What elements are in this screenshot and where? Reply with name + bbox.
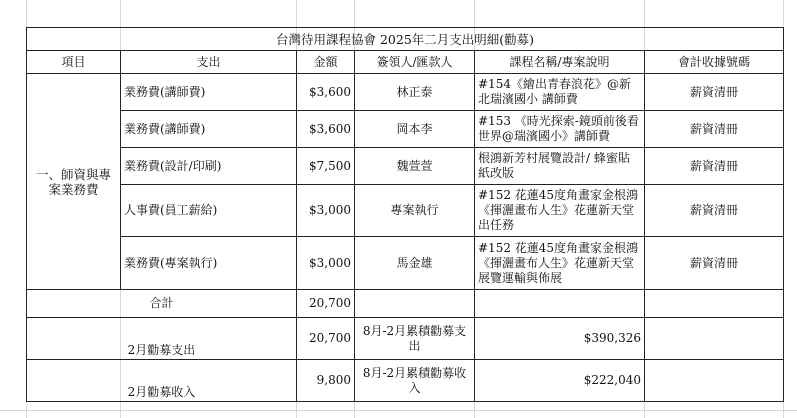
empty-cell [645,318,784,360]
expense-cell: 業務費(講師費) [121,74,297,111]
monthly-expense-amount: 20,700 [297,318,355,360]
table-row [27,74,784,111]
empty-cell [475,290,645,318]
empty-cell [355,290,475,318]
payee-cell: 岡本李 [355,111,475,148]
expense-cell: 業務費(專案執行) [121,237,297,290]
course-cell: #152 花蓮45度角畫家金根鴻《揮灑畫布人生》花蓮新天堂出任務 [475,185,645,237]
monthly-income-amount: 9,800 [297,360,355,402]
course-cell: #154《繪出青春浪花》@新北瑞濱國小 講師費 [475,74,645,111]
header-amount: 金額 [297,51,355,74]
total-row [27,290,784,318]
expense-cell: 人事費(員工薪給) [121,185,297,237]
table-row [27,148,784,185]
expense-cell: 業務費(講師費) [121,111,297,148]
header-receipt: 會計收據號碼 [645,51,784,74]
amount-cell: $3,600 [297,74,355,111]
payee-cell: 專案執行 [355,185,475,237]
payee-cell: 林正泰 [355,74,475,111]
course-cell: 根鴻新芳村展覽設計/ 蜂蜜貼紙改版 [475,148,645,185]
amount-cell: $3,000 [297,185,355,237]
table-row [27,237,784,290]
payee-cell: 魏萱萱 [355,148,475,185]
header-expense: 支出 [121,51,297,74]
course-cell: #152 花蓮45度角畫家金根鴻《揮灑畫布人生》花蓮新天堂展覽運輸與佈展 [475,237,645,290]
table-row [27,111,784,148]
empty-cell [645,360,784,402]
cumulative-expense-label: 8月-2月累積勸募支出 [355,318,475,360]
receipt-cell: 薪資清冊 [645,148,784,185]
header-course: 課程名稱/專案說明 [475,51,645,74]
table-row [27,185,784,237]
empty-cell [645,290,784,318]
receipt-cell: 薪資清冊 [645,74,784,111]
course-cell: #153 《時光探索-鏡頭前後看世界@瑞濱國小》講師費 [475,111,645,148]
sheet-gridline [0,410,797,411]
total-label: 合計 [27,290,297,318]
cumulative-income-amount: $222,040 [475,360,645,402]
expense-cell: 業務費(設計/印刷) [121,148,297,185]
cumulative-expense-amount: $390,326 [475,318,645,360]
cumulative-income-label: 8月-2月累積勸募收入 [355,360,475,402]
total-amount: 20,700 [297,290,355,318]
monthly-expense-label: 2月勸募支出 [27,318,297,360]
category-cell: 一、師資與專案業務費 [27,74,121,290]
header-payee: 簽領人/匯款人 [355,51,475,74]
table-title: 台灣待用課程協會 2025年二月支出明細(勸募) [27,28,784,51]
amount-cell: $3,600 [297,111,355,148]
monthly-income-row [27,360,784,402]
amount-cell: $3,000 [297,237,355,290]
receipt-cell: 薪資清冊 [645,111,784,148]
monthly-expense-row [27,318,784,360]
payee-cell: 馬金雄 [355,237,475,290]
header-item: 項目 [27,51,121,74]
amount-cell: $7,500 [297,148,355,185]
receipt-cell: 薪資清冊 [645,185,784,237]
monthly-income-label: 2月勸募收入 [27,360,297,402]
expense-table [26,27,784,402]
header-row [27,51,784,74]
receipt-cell: 薪資清冊 [645,237,784,290]
